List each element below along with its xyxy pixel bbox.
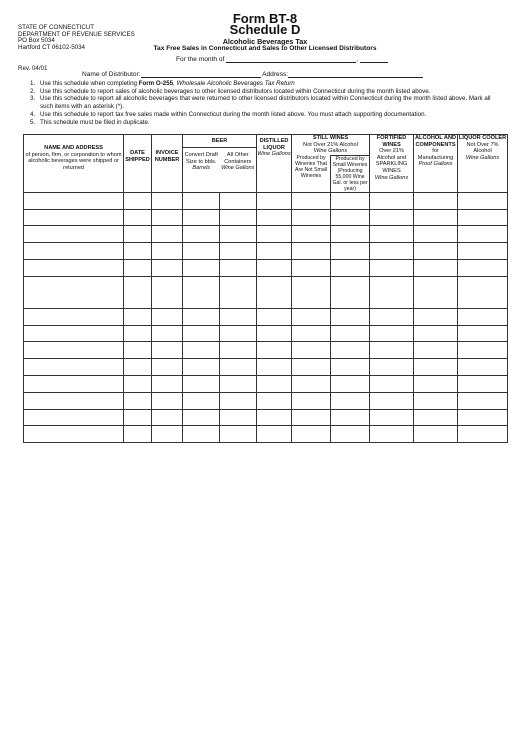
table-cell[interactable] (124, 259, 152, 276)
table-cell[interactable] (292, 276, 331, 308)
alcohol-components-header: ALCOHOL AND COMPONENTS for Manufacturing Proof Gallons (414, 135, 458, 193)
table-cell[interactable] (220, 226, 257, 243)
table-cell[interactable] (292, 375, 331, 392)
table-cell[interactable] (370, 409, 414, 426)
table-row (24, 359, 508, 376)
table-cell[interactable] (292, 392, 331, 409)
table-cell[interactable] (458, 359, 508, 376)
table-cell[interactable] (220, 276, 257, 308)
schedule-title: Schedule D (229, 22, 301, 37)
month-field (176, 55, 388, 63)
distributor-field (82, 70, 423, 78)
table-cell[interactable] (220, 259, 257, 276)
instruction-item: 1. Use this schedule when completing Form O-255, Wholesale Alcoholic Beverages Tax Return (30, 80, 295, 87)
table-cell[interactable] (152, 409, 183, 426)
table-cell[interactable] (24, 409, 124, 426)
table-cell[interactable] (257, 375, 292, 392)
liquor-cooler-header: LIQUOR COOLER Not Over 7% Alcohol Wine Gallons (458, 135, 508, 193)
table-row (24, 375, 508, 392)
table-cell[interactable] (220, 308, 257, 325)
table-cell[interactable] (292, 342, 331, 359)
fortified-wines-header: FORTIFIED WINES Over 21% Alcohol and SPARKLING WINES Wine Gallons (370, 135, 414, 193)
table-cell[interactable] (152, 209, 183, 226)
table-cell[interactable] (124, 226, 152, 243)
table-cell[interactable] (257, 359, 292, 376)
table-cell[interactable] (220, 342, 257, 359)
still-wines-header: STILL WINES Not Over 21% Alcohol Wine Gallons Produced by Wineries That Are Not Small Wineries Produced by Small Wineries (Producing 55,000 Wine Gal. or less per year) (292, 135, 370, 193)
name-address-header: NAME AND ADDRESS of person, firm, or corporation to whom alcoholic beverages were shipped or returned (24, 135, 124, 193)
table-cell[interactable] (152, 392, 183, 409)
table-cell[interactable] (220, 209, 257, 226)
table-cell[interactable] (183, 359, 220, 376)
table-cell[interactable] (292, 192, 331, 209)
table-cell[interactable] (24, 209, 124, 226)
table-cell[interactable] (220, 359, 257, 376)
table-cell[interactable] (124, 375, 152, 392)
table-cell[interactable] (414, 325, 458, 342)
table-row (24, 342, 508, 359)
table-cell[interactable] (152, 426, 183, 443)
table-cell[interactable] (292, 359, 331, 376)
month-comma: , (356, 56, 359, 63)
table-cell[interactable] (257, 342, 292, 359)
table-cell[interactable] (458, 325, 508, 342)
table-cell[interactable] (220, 325, 257, 342)
table-cell[interactable] (183, 409, 220, 426)
invoice-number-header: INVOICE NUMBER (152, 135, 183, 193)
agency-line-4: Hartford CT 06102-5034 (18, 43, 85, 51)
table-cell[interactable] (124, 409, 152, 426)
table-cell[interactable] (292, 308, 331, 325)
table-row (24, 243, 508, 260)
table-cell[interactable] (183, 426, 220, 443)
table-cell[interactable] (220, 426, 257, 443)
agency-line-2: DEPARTMENT OF REVENUE SERVICES (18, 30, 135, 38)
table-cell[interactable] (220, 392, 257, 409)
table-cell[interactable] (24, 308, 124, 325)
table-row (24, 259, 508, 276)
table-cell[interactable] (24, 342, 124, 359)
table-row (24, 192, 508, 209)
table-cell[interactable] (331, 226, 370, 243)
table-cell[interactable] (370, 259, 414, 276)
table-cell[interactable] (257, 325, 292, 342)
table-row (24, 308, 508, 325)
table-cell[interactable] (24, 259, 124, 276)
table-cell[interactable] (257, 308, 292, 325)
table-cell[interactable] (152, 243, 183, 260)
table-cell[interactable] (257, 243, 292, 260)
table-cell[interactable] (458, 375, 508, 392)
form-subtitle: Tax Free Sales in Connecticut and Sales to Other Licensed Distributors (153, 45, 377, 52)
instruction-item: 2. Use this schedule to report sales of alcoholic beverages to other licensed distributors located within Connecticut during the month listed above. (30, 87, 431, 95)
instruction-item: 5. This schedule must be filed in duplicate. (30, 118, 150, 126)
table-cell[interactable] (183, 308, 220, 325)
beer-header: BEER Convert Draft Size to bbls. Barrels All Other Containers Wine Gallons (183, 135, 257, 193)
table-cell[interactable] (414, 308, 458, 325)
table-cell[interactable] (24, 276, 124, 308)
table-cell[interactable] (370, 308, 414, 325)
address-input[interactable] (288, 70, 423, 78)
table-cell[interactable] (458, 276, 508, 308)
table-cell[interactable] (183, 243, 220, 260)
table-cell[interactable] (458, 342, 508, 359)
table-cell[interactable] (183, 325, 220, 342)
table-cell[interactable] (257, 392, 292, 409)
table-cell[interactable] (370, 276, 414, 308)
month-input[interactable] (226, 55, 359, 63)
table-cell[interactable] (124, 359, 152, 376)
table-cell[interactable] (24, 426, 124, 443)
table-cell[interactable] (220, 375, 257, 392)
table-cell[interactable] (370, 209, 414, 226)
table-cell[interactable] (370, 426, 414, 443)
table-cell[interactable] (331, 308, 370, 325)
table-cell[interactable] (24, 243, 124, 260)
table-cell[interactable] (152, 259, 183, 276)
table-cell[interactable] (331, 392, 370, 409)
table-cell[interactable] (331, 409, 370, 426)
table-cell[interactable] (292, 426, 331, 443)
revision-date: Rev. 04/01 (18, 65, 48, 72)
table-cell[interactable] (370, 342, 414, 359)
table-cell[interactable] (414, 243, 458, 260)
table-cell[interactable] (331, 342, 370, 359)
table-row (24, 409, 508, 426)
table-cell[interactable] (183, 342, 220, 359)
table-cell[interactable] (458, 226, 508, 243)
table-cell[interactable] (183, 276, 220, 308)
table-cell[interactable] (152, 226, 183, 243)
table-cell[interactable] (152, 375, 183, 392)
table-header-row (24, 135, 508, 193)
table-cell[interactable] (152, 308, 183, 325)
distributor-label: Name of Distributor: (82, 71, 141, 78)
instruction-item: 3. Use this schedule to report all alcoholic beverages that were returned to other licensed distributors located within Connecticut during the month listed above. Mark all such items with an asterisk (*). (30, 95, 491, 111)
table-cell[interactable] (24, 375, 124, 392)
table-cell[interactable] (124, 308, 152, 325)
table-cell[interactable] (414, 192, 458, 209)
table-row (24, 426, 508, 443)
table-cell[interactable] (24, 325, 124, 342)
table-cell[interactable] (414, 375, 458, 392)
table-row (24, 209, 508, 226)
schedule-table (23, 134, 508, 443)
table-cell[interactable] (331, 359, 370, 376)
table-cell[interactable] (124, 209, 152, 226)
table-cell[interactable] (331, 259, 370, 276)
table-cell[interactable] (24, 192, 124, 209)
table-cell[interactable] (292, 259, 331, 276)
table-cell[interactable] (257, 409, 292, 426)
table-cell[interactable] (370, 325, 414, 342)
table-cell[interactable] (370, 392, 414, 409)
table-cell[interactable] (183, 259, 220, 276)
table-cell[interactable] (414, 392, 458, 409)
table-cell[interactable] (220, 243, 257, 260)
table-cell[interactable] (458, 392, 508, 409)
table-cell[interactable] (183, 392, 220, 409)
table-cell[interactable] (152, 276, 183, 308)
table-cell[interactable] (24, 392, 124, 409)
tax-name: Alcoholic Beverages Tax (222, 37, 308, 46)
table-cell[interactable] (152, 359, 183, 376)
table-cell[interactable] (292, 325, 331, 342)
table-cell[interactable] (458, 259, 508, 276)
table-cell[interactable] (458, 243, 508, 260)
table-cell[interactable] (414, 259, 458, 276)
table-cell[interactable] (414, 276, 458, 308)
table-cell[interactable] (370, 375, 414, 392)
agency-line-1: STATE OF CONNECTICUT (18, 24, 95, 31)
table-cell[interactable] (331, 243, 370, 260)
table-cell[interactable] (183, 209, 220, 226)
table-cell[interactable] (257, 276, 292, 308)
table-cell[interactable] (24, 359, 124, 376)
table-row (24, 276, 508, 308)
table-cell[interactable] (331, 325, 370, 342)
table-cell[interactable] (257, 209, 292, 226)
table-cell[interactable] (292, 243, 331, 260)
table-cell[interactable] (152, 325, 183, 342)
table-cell[interactable] (124, 276, 152, 308)
table-cell[interactable] (183, 375, 220, 392)
table-cell[interactable] (414, 342, 458, 359)
table-cell[interactable] (183, 192, 220, 209)
table-cell[interactable] (331, 192, 370, 209)
distributor-name-input[interactable] (141, 70, 261, 78)
table-cell[interactable] (257, 192, 292, 209)
table-cell[interactable] (458, 192, 508, 209)
table-cell[interactable] (331, 375, 370, 392)
table-row (24, 392, 508, 409)
table-row (24, 226, 508, 243)
table-cell[interactable] (257, 426, 292, 443)
table-cell[interactable] (124, 192, 152, 209)
table-cell[interactable] (220, 192, 257, 209)
table-cell[interactable] (458, 308, 508, 325)
table-cell[interactable] (183, 226, 220, 243)
date-shipped-header: DATE SHIPPED (124, 135, 152, 193)
table-row (24, 325, 508, 342)
table-cell[interactable] (458, 409, 508, 426)
table-cell[interactable] (124, 325, 152, 342)
table-cell[interactable] (152, 342, 183, 359)
address-label: Address: (262, 71, 289, 78)
table-cell[interactable] (124, 342, 152, 359)
table-cell[interactable] (331, 426, 370, 443)
table-cell[interactable] (414, 409, 458, 426)
table-cell[interactable] (124, 426, 152, 443)
table-cell[interactable] (292, 409, 331, 426)
table-cell[interactable] (152, 192, 183, 209)
month-label: For the month of (176, 56, 225, 63)
instructions (30, 80, 500, 126)
agency-line-3: PO Box 5034 (18, 37, 55, 45)
table-cell[interactable] (257, 226, 292, 243)
table-cell[interactable] (331, 276, 370, 308)
instruction-item: 4. Use this schedule to report tax free sales made within Connecticut during the month listed above. You must attach supporting documentation. (30, 110, 427, 118)
table-cell[interactable] (124, 243, 152, 260)
table-cell[interactable] (414, 426, 458, 443)
table-cell[interactable] (458, 426, 508, 443)
year-input[interactable] (360, 55, 388, 63)
table-cell[interactable] (220, 409, 257, 426)
table-cell[interactable] (414, 359, 458, 376)
table-cell[interactable] (414, 226, 458, 243)
table-cell[interactable] (124, 392, 152, 409)
table-cell[interactable] (370, 359, 414, 376)
distilled-liquor-header: DISTILLED LIQUOR Wine Gallons (257, 135, 292, 193)
table-cell[interactable] (331, 209, 370, 226)
table-cell[interactable] (292, 226, 331, 243)
table-cell[interactable] (370, 226, 414, 243)
table-cell[interactable] (370, 243, 414, 260)
table-cell[interactable] (458, 209, 508, 226)
table-cell[interactable] (257, 259, 292, 276)
table-cell[interactable] (414, 209, 458, 226)
table-cell[interactable] (370, 192, 414, 209)
table-cell[interactable] (292, 209, 331, 226)
table-cell[interactable] (24, 226, 124, 243)
form-title: Form BT-8 (232, 11, 298, 26)
